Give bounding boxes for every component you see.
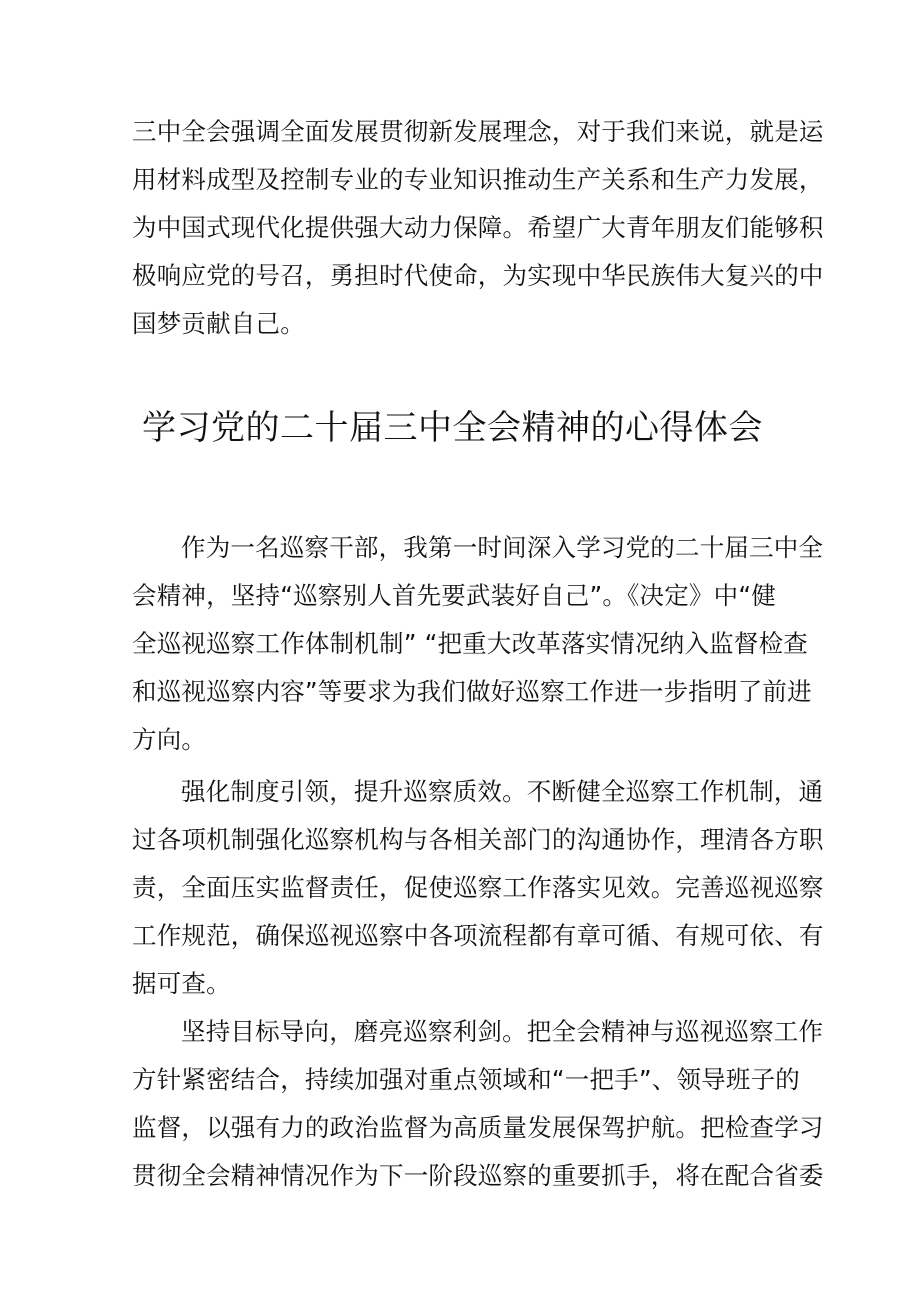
text-line: 贯彻全会精神情况作为下一阶段巡察的重要抓手，将在配合省委: [132, 1161, 824, 1190]
document-title: 学习党的二十届三中全会精神的心得体会: [142, 408, 763, 448]
text-line: 坚持目标导向，磨亮巡察利剑。把全会精神与巡视巡察工作: [181, 1017, 824, 1046]
text-line: 作为一名巡察干部，我第一时间深入学习党的二十届三中全: [181, 533, 824, 562]
text-line: 强化制度引领，提升巡察质效。不断健全巡察工作机制，通: [181, 777, 824, 806]
text-line: 过各项机制强化巡察机构与各相关部门的沟通协作，理清各方职: [132, 825, 824, 854]
text-line: 方向。: [132, 725, 207, 754]
text-line: 和巡视巡察内容”等要求为我们做好巡察工作进一步指明了前进: [132, 677, 812, 706]
text-line: 用材料成型及控制专业的专业知识推动生产关系和生产力发展，: [132, 165, 824, 194]
text-line: 三中全会强调全面发展贯彻新发展理念，对于我们来说，就是运: [132, 117, 824, 146]
text-line: 监督，以强有力的政治监督为高质量发展保驾护航。把检查学习: [132, 1113, 824, 1142]
intro-paragraph: [132, 108, 824, 348]
text-line: 责，全面压实监督责任，促使巡察工作落实见效。完善巡视巡察: [132, 873, 824, 902]
text-line: 为中国式现代化提供强大动力保障。希望广大青年朋友们能够积: [132, 213, 824, 242]
paragraph-3: [132, 1008, 824, 1200]
text-line: 据可查。: [132, 969, 231, 998]
text-line: 方针紧密结合，持续加强对重点领域和“一把手”、领导班子的: [132, 1065, 800, 1094]
paragraph-1: [132, 524, 824, 764]
text-line: 极响应党的号召，勇担时代使命，为实现中华民族伟大复兴的中: [132, 261, 824, 290]
text-line: 工作规范，确保巡视巡察中各项流程都有章可循、有规可依、有: [132, 921, 824, 950]
text-line: 全巡视巡察工作体制机制” “把重大改革落实情况纳入监督检查: [132, 629, 808, 658]
text-line: 国梦贡献自己。: [132, 309, 305, 338]
paragraph-2: [132, 768, 824, 1008]
text-line: 会精神，坚持“巡察别人首先要武装好自己”。《决定》中“健: [132, 581, 776, 610]
